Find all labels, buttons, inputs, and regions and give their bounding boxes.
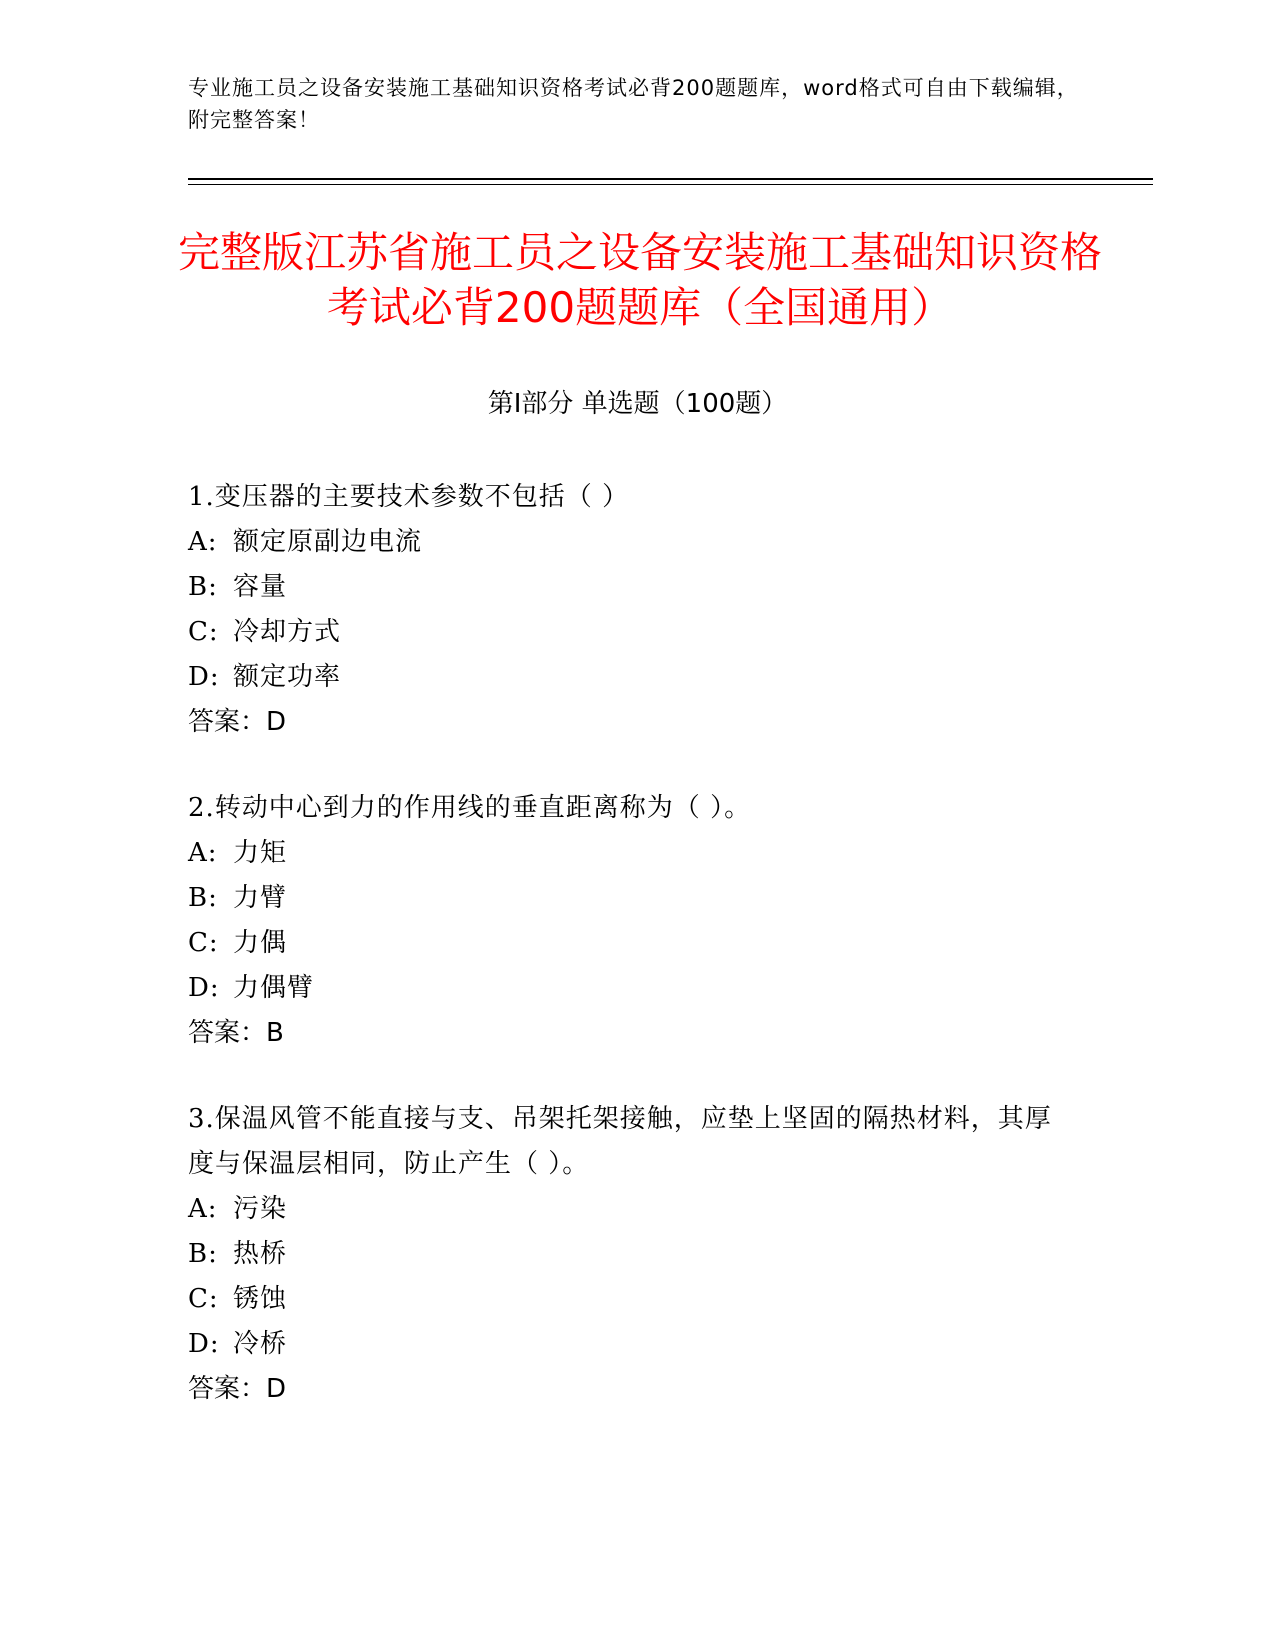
answer-value: D [266, 707, 287, 737]
option-text: 额定功率 [233, 662, 342, 692]
option-a [188, 831, 1068, 876]
option-text: 力偶臂 [233, 973, 315, 1003]
option-text: 冷却方式 [233, 617, 342, 647]
option-a [188, 1187, 1068, 1232]
option-letter: A: [188, 527, 218, 557]
option-letter: D: [188, 1329, 220, 1359]
question-3 [188, 1097, 1068, 1412]
option-text: 冷桥 [233, 1329, 288, 1359]
option-b [188, 876, 1068, 921]
option-text: 热桥 [233, 1239, 288, 1269]
answer-value: D [266, 1374, 287, 1404]
option-letter: B: [188, 883, 218, 913]
option-letter: D: [188, 973, 220, 1003]
answer-label: 答案： [188, 707, 267, 737]
answer-value: B [266, 1018, 284, 1048]
answer-line [188, 1367, 1068, 1412]
option-text: 力矩 [233, 838, 288, 868]
option-text: 力偶 [233, 928, 288, 958]
option-d [188, 1322, 1068, 1367]
option-c [188, 1277, 1068, 1322]
option-letter: C: [188, 617, 219, 647]
option-letter: A: [188, 1194, 218, 1224]
option-b [188, 1232, 1068, 1277]
option-a [188, 520, 1068, 565]
question-stem: 3.保温风管不能直接与支、吊架托架接触，应垫上坚固的隔热材料，其厚度与保温层相同，防止产生（ ）。 [188, 1104, 1052, 1179]
answer-line [188, 1011, 1068, 1056]
question-list [188, 475, 1068, 1453]
section-heading: 第Ⅰ部分 单选题（100题） [487, 389, 788, 419]
document-title: 完整版江苏省施工员之设备安装施工基础知识资格考试必背200题题库（全国通用） [177, 228, 1102, 332]
header-rule-thick [188, 178, 1153, 180]
option-letter: B: [188, 1239, 218, 1269]
option-c [188, 921, 1068, 966]
option-letter: A: [188, 838, 218, 868]
header-rule-thin [188, 184, 1153, 185]
option-letter: B: [188, 572, 218, 602]
option-c [188, 610, 1068, 655]
option-text: 力臂 [233, 883, 288, 913]
answer-line [188, 700, 1068, 745]
option-letter: C: [188, 928, 219, 958]
option-letter: C: [188, 1284, 219, 1314]
option-text: 锈蚀 [233, 1284, 288, 1314]
option-d [188, 966, 1068, 1011]
option-text: 容量 [233, 572, 288, 602]
answer-label: 答案： [188, 1018, 267, 1048]
answer-label: 答案： [188, 1374, 267, 1404]
option-b [188, 565, 1068, 610]
question-stem: 1.变压器的主要技术参数不包括（ ） [188, 482, 630, 512]
question-2 [188, 786, 1068, 1056]
option-text: 污染 [233, 1194, 288, 1224]
question-1 [188, 475, 1068, 745]
option-letter: D: [188, 662, 220, 692]
option-d [188, 655, 1068, 700]
option-text: 额定原副边电流 [233, 527, 423, 557]
question-stem: 2.转动中心到力的作用线的垂直距离称为（ ）。 [188, 793, 752, 823]
header-note: 专业施工员之设备安装施工基础知识资格考试必背200题题库，word格式可自由下载编辑，附完整答案！ [188, 76, 1079, 132]
